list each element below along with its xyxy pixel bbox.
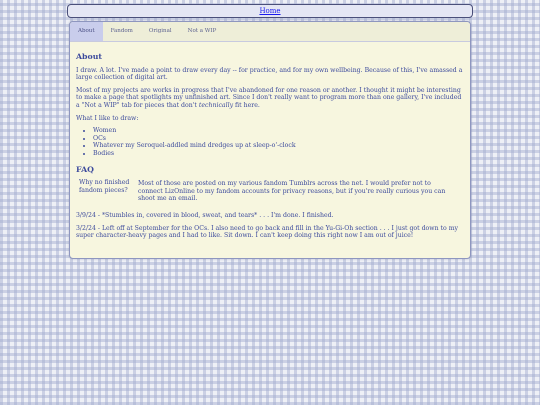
update-entry: 3/2/24 - Left off at September for the OCs. I also need to go back and fill in the Yu-Gi-Oh section . . . I just got down to my super character-heavy pages and I had to like. Sit down. I can't keep doing this right now I am out of juice! xyxy=(76,224,459,240)
about-paragraph-2-emphasis: technically xyxy=(198,101,234,109)
tab-not-a-wip[interactable]: Not a WIP xyxy=(187,28,217,34)
faq-question: Why no finished fandom pieces? xyxy=(79,179,130,194)
about-paragraph-2-end: fit here. xyxy=(233,101,260,109)
likes-intro: What I like to draw: xyxy=(76,114,139,122)
faq-heading: FAQ xyxy=(76,164,94,174)
list-item: • Bodies xyxy=(93,150,464,158)
tab-fandom[interactable]: Fandom xyxy=(110,28,133,34)
list-item: • Women xyxy=(93,127,464,135)
tab-bar xyxy=(70,22,470,42)
table-row xyxy=(76,179,457,204)
about-paragraph-1: I draw. A lot. I've made a point to draw every day -- for practice, and for my own wellbeing. Because of this, I've amassed a large collection of digital art. xyxy=(76,66,463,82)
tab-original[interactable]: Original xyxy=(148,28,172,34)
content-panel xyxy=(69,21,471,259)
about-heading: About xyxy=(76,52,102,61)
faq-table xyxy=(76,179,457,204)
about-paragraph-2 xyxy=(76,87,464,110)
about-section xyxy=(70,42,470,240)
list-item: • OCs xyxy=(93,135,464,143)
list-item: • Whatever my Seroquel-addled mind dredges up at sleep-o'-clock xyxy=(93,142,464,150)
likes-list xyxy=(76,127,464,157)
update-entry: 3/9/24 - *Stumbles in, covered in blood, sweat, and tears* . . . I'm done. I finished. xyxy=(76,211,334,219)
home-link[interactable]: Home xyxy=(259,7,281,15)
faq-answer: Most of those are posted on my various fandom Tumblrs across the net. I would prefer not to connect LizOnline to my fandom accounts for privacy reasons, but if you're really curious you can shoot me an email. xyxy=(138,180,446,203)
top-nav-bar xyxy=(67,4,473,18)
tab-about[interactable]: About xyxy=(70,22,103,41)
about-paragraph-2-start: Most of my projects are works in progress that I've abandoned for one reason or another. I thought it might be interesting to make a page that spotlights my unfinished art. Since I don't really want to program more than one gallery, I've included a "Not a WIP" tab for pieces that don't xyxy=(76,86,462,109)
